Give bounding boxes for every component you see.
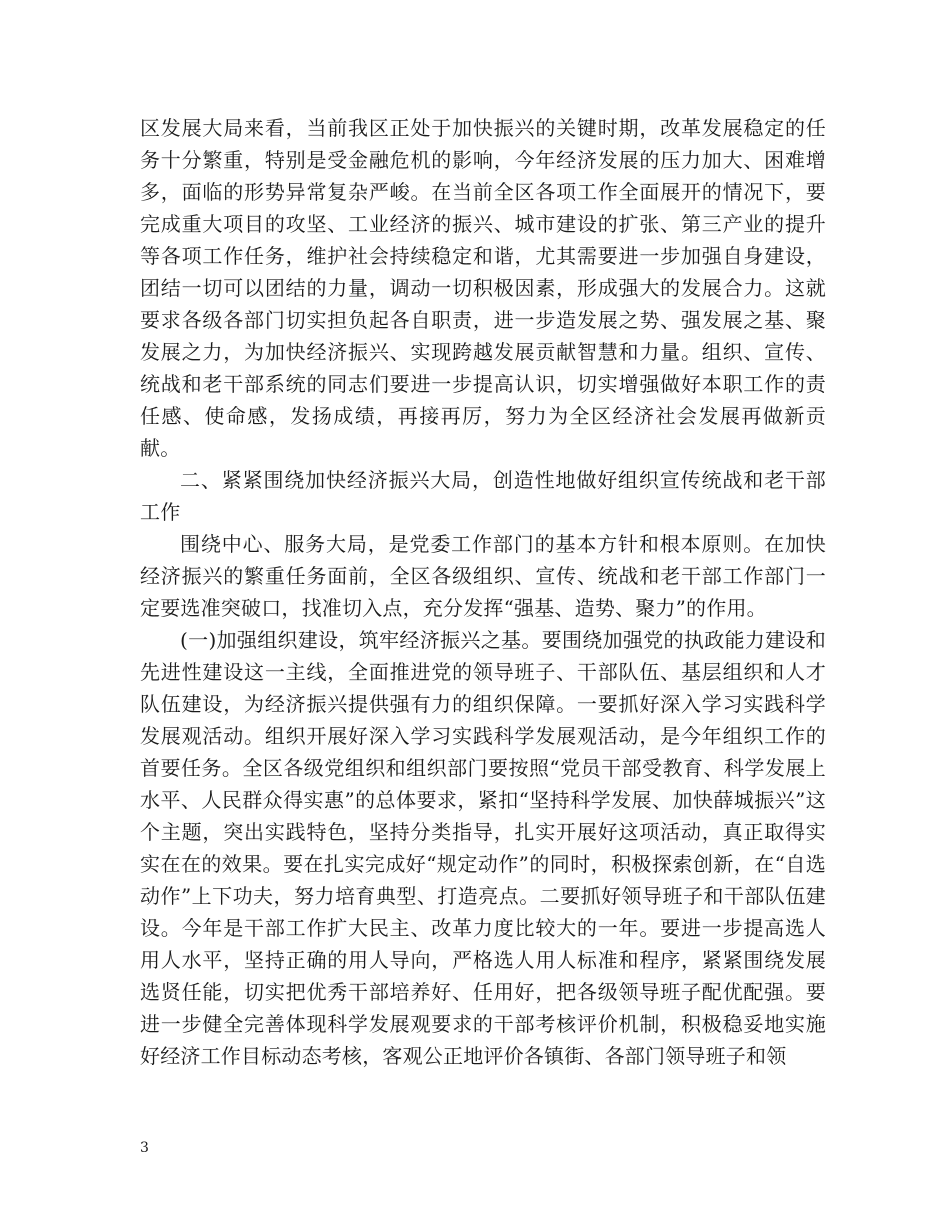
paragraph-intro: 围绕中心、服务大局，是党委工作部门的基本方针和根本原则。在加快经济振兴的繁重任务面前，全区各级组织、宣传、统战和老干部工作部门一定要选准突破口，找准切入点，充分发挥“强基、造势、聚力”的作用。 [140, 532, 826, 620]
body-text [140, 112, 826, 1072]
paragraph-organization: (一)加强组织建设，筑牢经济振兴之基。要围绕加强党的执政能力建设和先进性建设这一主线，全面推进党的领导班子、干部队伍、基层组织和人才队伍建设，为经济振兴提供强有力的组织保障。一要抓好深入学习实践科学发展观活动。组织开展好深入学习实践科学发展观活动，是今年组织工作的首要任务。全区各级党组织和组织部门要按照“党员干部受教育、科学发展上水平、人民群众得实惠”的总体要求，紧扣“坚持科学发展、加快薛城振兴”这个主题，突出实践特色，坚持分类指导，扎实开展好这项活动，真正取得实实在在的效果。要在扎实完成好“规定动作”的同时，积极探索创新，在“自选动作”上下功夫，努力培育典型、打造亮点。二要抓好领导班子和干部队伍建设。今年是干部工作扩大民主、改革力度比较大的一年。要进一步提高选人用人水平，坚持正确的用人导向，严格选人用人标准和程序，紧紧围绕发展选贤任能，切实把优秀干部培养好、任用好，把各级领导班子配优配强。要进一步健全完善体现科学发展观要求的干部考核评价机制，积极稳妥地实施好经济工作目标动态考核，客观公正地评价各镇街、各部门领导班子和领 [140, 628, 826, 1068]
page-number: 3 [140, 1140, 149, 1156]
section-heading: 二、紧紧围绕加快经济振兴大局，创造性地做好组织宣传统战和老干部工作 [140, 468, 826, 524]
paragraph-continuation: 区发展大局来看，当前我区正处于加快振兴的关键时期，改革发展稳定的任务十分繁重，特别是受金融危机的影响，今年经济发展的压力加大、困难增多，面临的形势异常复杂严峻。在当前全区各项工作全面展开的情况下，要完成重大项目的攻坚、工业经济的振兴、城市建设的扩张、第三产业的提升等各项工作任务，维护社会持续稳定和谐，尤其需要进一步加强自身建设，团结一切可以团结的力量，调动一切积极因素，形成强大的发展合力。这就要求各级各部门切实担负起各自职责，进一步造发展之势、强发展之基、聚发展之力，为加快经济振兴、实现跨越发展贡献智慧和力量。组织、宣传、统战和老干部系统的同志们要进一步提高认识，切实增强做好本职工作的责任感、使命感，发扬成绩，再接再厉，努力为全区经济社会发展再做新贡献。 [140, 116, 826, 460]
